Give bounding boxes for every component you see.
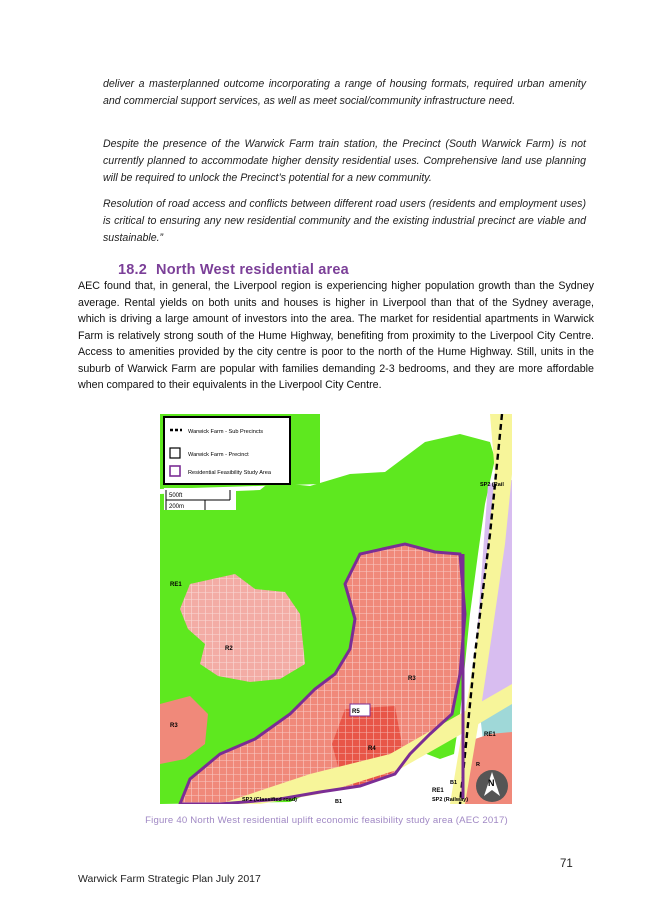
section-number: 18.2 bbox=[118, 262, 148, 278]
legend-sub-precincts: Warwick Farm - Sub Precincts bbox=[188, 429, 264, 435]
zone-label-re1-south: RE1 bbox=[432, 788, 444, 794]
section-title: North West residential area bbox=[156, 262, 349, 278]
zone-label-r-east: R bbox=[476, 762, 480, 768]
zone-label-r3-main: R3 bbox=[408, 676, 416, 682]
quote-paragraph-2: Despite the presence of the Warwick Farm train station, the Precinct (South Warwick Farm) is not currently planned to accommodate higher density residential uses. Comprehensive land use planning will be required to unlock the Precinct’s potential for a new community. bbox=[103, 138, 586, 184]
legend-study-area: Residential Feasibility Study Area bbox=[188, 470, 272, 476]
map-legend bbox=[164, 417, 290, 484]
section-heading bbox=[118, 262, 349, 278]
north-label: N bbox=[488, 778, 495, 788]
legend-precinct: Warwick Farm - Precinct bbox=[188, 452, 249, 458]
zoning-map bbox=[160, 414, 512, 804]
footer-doc-title: Warwick Farm Strategic Plan July 2017 bbox=[78, 873, 261, 885]
zoning-map-figure bbox=[160, 414, 512, 804]
zone-label-re1-east: RE1 bbox=[484, 732, 496, 738]
zone-label-sp2-road: SP2 (Classified road) bbox=[242, 797, 298, 803]
zone-label-r5: R5 bbox=[352, 709, 360, 715]
zone-label-r4: R4 bbox=[368, 746, 376, 752]
north-arrow-icon bbox=[476, 770, 508, 802]
zone-label-r3-west: R3 bbox=[170, 723, 178, 729]
figure-caption: Figure 40 North West residential uplift economic feasibility study area (AEC 2017) bbox=[145, 815, 508, 826]
scale-label-m: 200m bbox=[169, 504, 185, 510]
zone-label-r2: R2 bbox=[225, 646, 233, 652]
quote-paragraph-1: deliver a masterplanned outcome incorporating a range of housing formats, required urban amenity and commercial support services, as well as meet social/community infrastructure need. bbox=[103, 78, 586, 107]
zone-label-b1-south: B1 bbox=[335, 799, 343, 804]
page-number: 71 bbox=[560, 858, 573, 870]
section-body: AEC found that, in general, the Liverpool region is experiencing higher population growth than the Sydney average. Rental yields on both units and houses is higher in Liverpool than that of the Sydney average, which is driving a large amount of investors into the area. The market for residential apartments in Warwick Farm is relatively strong south of the Hume Highway, benefiting from proximity to the Liverpool City Centre. Access to amenities provided by the city centre is poor to the north of the Hume Highway. Still, units in the suburb of Warwick Farm are popular with families demanding 2-3 bedrooms, and they are more affordable when compared to their equivalents in the Liverpool City Centre. bbox=[78, 280, 594, 391]
zone-label-re1-west: RE1 bbox=[170, 582, 182, 588]
scale-label-ft: 500ft bbox=[169, 493, 183, 499]
quote-paragraph-3: Resolution of road access and conflicts between different road users (residents and employment uses) is critical to ensuring any new residential community and the existing industrial precinct are viable and sustainable.” bbox=[103, 198, 586, 244]
scale-bar bbox=[164, 488, 236, 510]
zone-label-sp2-railway: SP2 (Railway) bbox=[432, 797, 469, 803]
zone-label-sp2-rail: SP2 (Rail bbox=[480, 482, 504, 488]
zone-label-b1-east: B1 bbox=[450, 780, 458, 786]
